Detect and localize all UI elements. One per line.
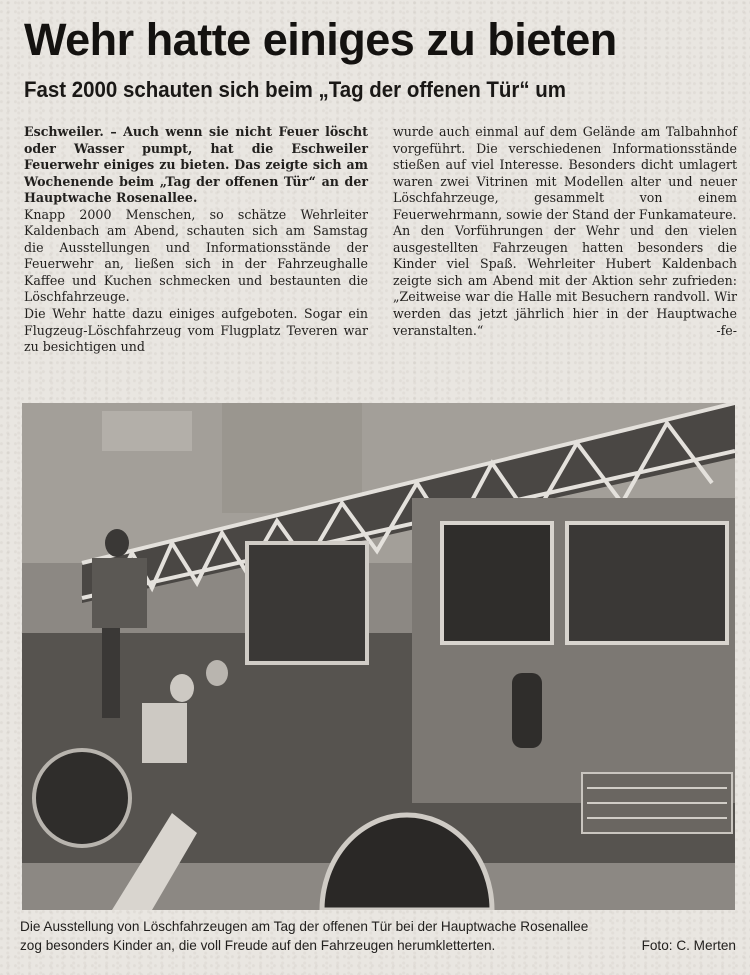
body-paragraph: Die Wehr hatte dazu einiges aufgeboten. Sogar ein Flugzeug-Löschfahrzeug vom Flugplatz Teveren war zu besichtigen und xyxy=(24,306,368,355)
body-paragraph: wurde auch einmal auf dem Gelände am Talbahnhof vorgeführt. Die verschiedenen Informationsstände stießen auf viel Interesse. Besonders dicht umlagert waren zwei Vitrinen mit Modellen alter und neuer Löschfahrzeuge, gesammelt von einem Feuerwehrmann, sowie der Stand der Funkamateure. xyxy=(393,124,737,222)
author-signoff: -fe- xyxy=(716,322,737,338)
wall-window xyxy=(102,411,192,451)
lead-paragraph: Eschweiler. – Auch wenn sie nicht Feuer löscht oder Wasser pumpt, hat die Eschweiler Feuerwehr einiges zu bieten. Das zeigte sich am Wochenende beim „Tag der offenen Tür“ an der Hauptwache Rosenallee. xyxy=(24,124,368,206)
body-paragraph: An den Vorführungen der Wehr und den vielen ausgestellten Fahrzeugen hatten besonders die Kinder viel Spaß. Wehrleiter Hubert Kaldenbach zeigte sich am Abend mit der Aktion sehr zufrieden: „Zeitweise war die Halle mit Besuchern randvoll. Wir werden das jetzt jährlich hier in der Hauptwache veranstalten.“ xyxy=(393,223,737,338)
body-paragraph: Knapp 2000 Menschen, so schätze Wehrleiter Kaldenbach am Abend, schauten sich am Samstag die Ausstellungen und Informationsstände der Feuerwehr an, ließen sich in der Fahrzeughalle Kaffee und Kuchen schmecken und bestaunten die Löschfahrzeuge. xyxy=(24,206,368,305)
caption-text-1: Die Ausstellung von Löschfahrzeugen am Tag der offenen Tür bei der Hauptwache Rosenallee xyxy=(20,919,589,934)
wall-panel xyxy=(222,403,362,513)
subheadline: Fast 2000 schauten sich beim „Tag der offenen Tür“ um xyxy=(24,77,566,102)
photo-credit: Foto: C. Merten xyxy=(641,938,736,953)
caption-line-2 xyxy=(20,936,736,955)
article-column-left xyxy=(24,124,368,356)
caption-text-2: zog besonders Kinder an, die voll Freude auf den Fahrzeugen herumkletterten. xyxy=(20,938,496,953)
article-column-right xyxy=(393,124,737,339)
headline: Wehr hatte einiges zu bieten xyxy=(24,14,617,65)
fire-truck-photo xyxy=(22,403,735,910)
photo-caption xyxy=(20,917,736,955)
fire-truck-illustration xyxy=(22,403,735,910)
caption-line-1 xyxy=(20,917,736,936)
